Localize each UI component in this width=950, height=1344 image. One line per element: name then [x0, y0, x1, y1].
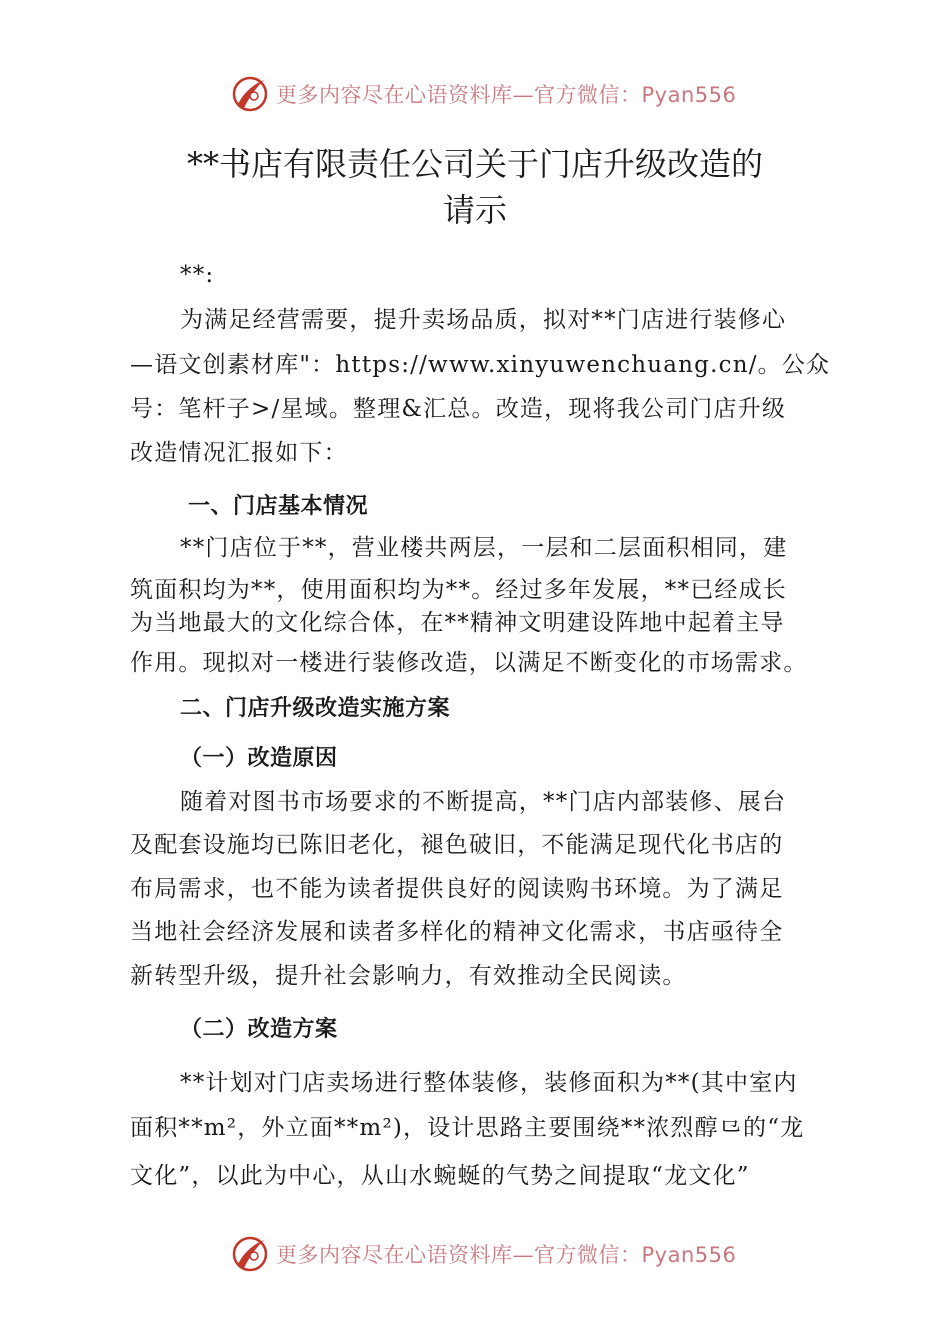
section-1-line-3: 为当地最大的文化综合体，在**精神文明建设阵地中起着主导	[130, 610, 785, 636]
subsection-1-heading: （一）改造原因	[180, 746, 338, 771]
intro-line-4: 改造情况汇报如下：	[130, 440, 348, 466]
document-title-line-2: 请示	[442, 191, 507, 229]
watermark-banner-bottom	[230, 1232, 750, 1276]
watermark-text: 更多内容尽在心语资料库—官方微信：Pyan556	[276, 1243, 737, 1267]
brand-logo-icon	[230, 74, 270, 114]
subsection-2-heading: （二）改造方案	[180, 1017, 338, 1042]
subsection-2-line-3: 文化”，以此为中心，从山水蜿蜒的气势之间提取“龙文化”	[130, 1163, 750, 1189]
section-1-line-1: **门店位于**，营业楼共两层，一层和二层面积相同，建	[180, 535, 788, 561]
intro-line-1: 为满足经营需要，提升卖场品质，拟对**门店进行装修心	[180, 307, 787, 333]
subsection-1-line-2: 及配套设施均已陈旧老化，褪色破旧，不能满足现代化书店的	[130, 832, 784, 858]
subsection-1-line-5: 新转型升级，提升社会影响力，有效推动全民阅读。	[130, 963, 687, 989]
section-2-heading: 二、门店升级改造实施方案	[180, 696, 451, 721]
watermark-banner-top	[230, 72, 750, 116]
subsection-1-line-3: 布局需求，也不能为读者提供良好的阅读购书环境。为了满足	[130, 876, 784, 902]
subsection-2-line-1: **计划对门店卖场进行整体装修，装修面积为**(其中室内	[180, 1070, 798, 1096]
watermark-text: 更多内容尽在心语资料库—官方微信：Pyan556	[276, 83, 737, 107]
subsection-1-line-4: 当地社会经济发展和读者多样化的精神文化需求，书店亟待全	[130, 919, 784, 945]
salutation: **:	[180, 262, 215, 288]
document-title-line-1: **书店有限责任公司关于门店升级改造的	[186, 145, 763, 183]
intro-line-3: 号：笔杆子>/星域。整理&汇总。改造，现将我公司门店升级	[130, 396, 787, 422]
intro-line-2: —语文创素材库"：https://www.xinyuwenchuang.cn/。公众	[130, 352, 831, 378]
subsection-1-line-1: 随着对图书市场要求的不断提高，**门店内部装修、展台	[180, 789, 787, 815]
subsection-2-line-2: 面积**m²，外立面**m²)，设计思路主要围绕**浓烈醇⺋的“龙	[130, 1115, 805, 1141]
section-1-line-2: 筑面积均为**，使用面积均为**。经过多年发展，**已经成长	[130, 577, 787, 603]
section-1-heading: 一、门店基本情况	[188, 494, 369, 519]
section-1-line-4: 作用。现拟对一楼进行装修改造，以满足不断变化的市场需求。	[130, 650, 808, 676]
brand-logo-icon	[230, 1234, 270, 1274]
